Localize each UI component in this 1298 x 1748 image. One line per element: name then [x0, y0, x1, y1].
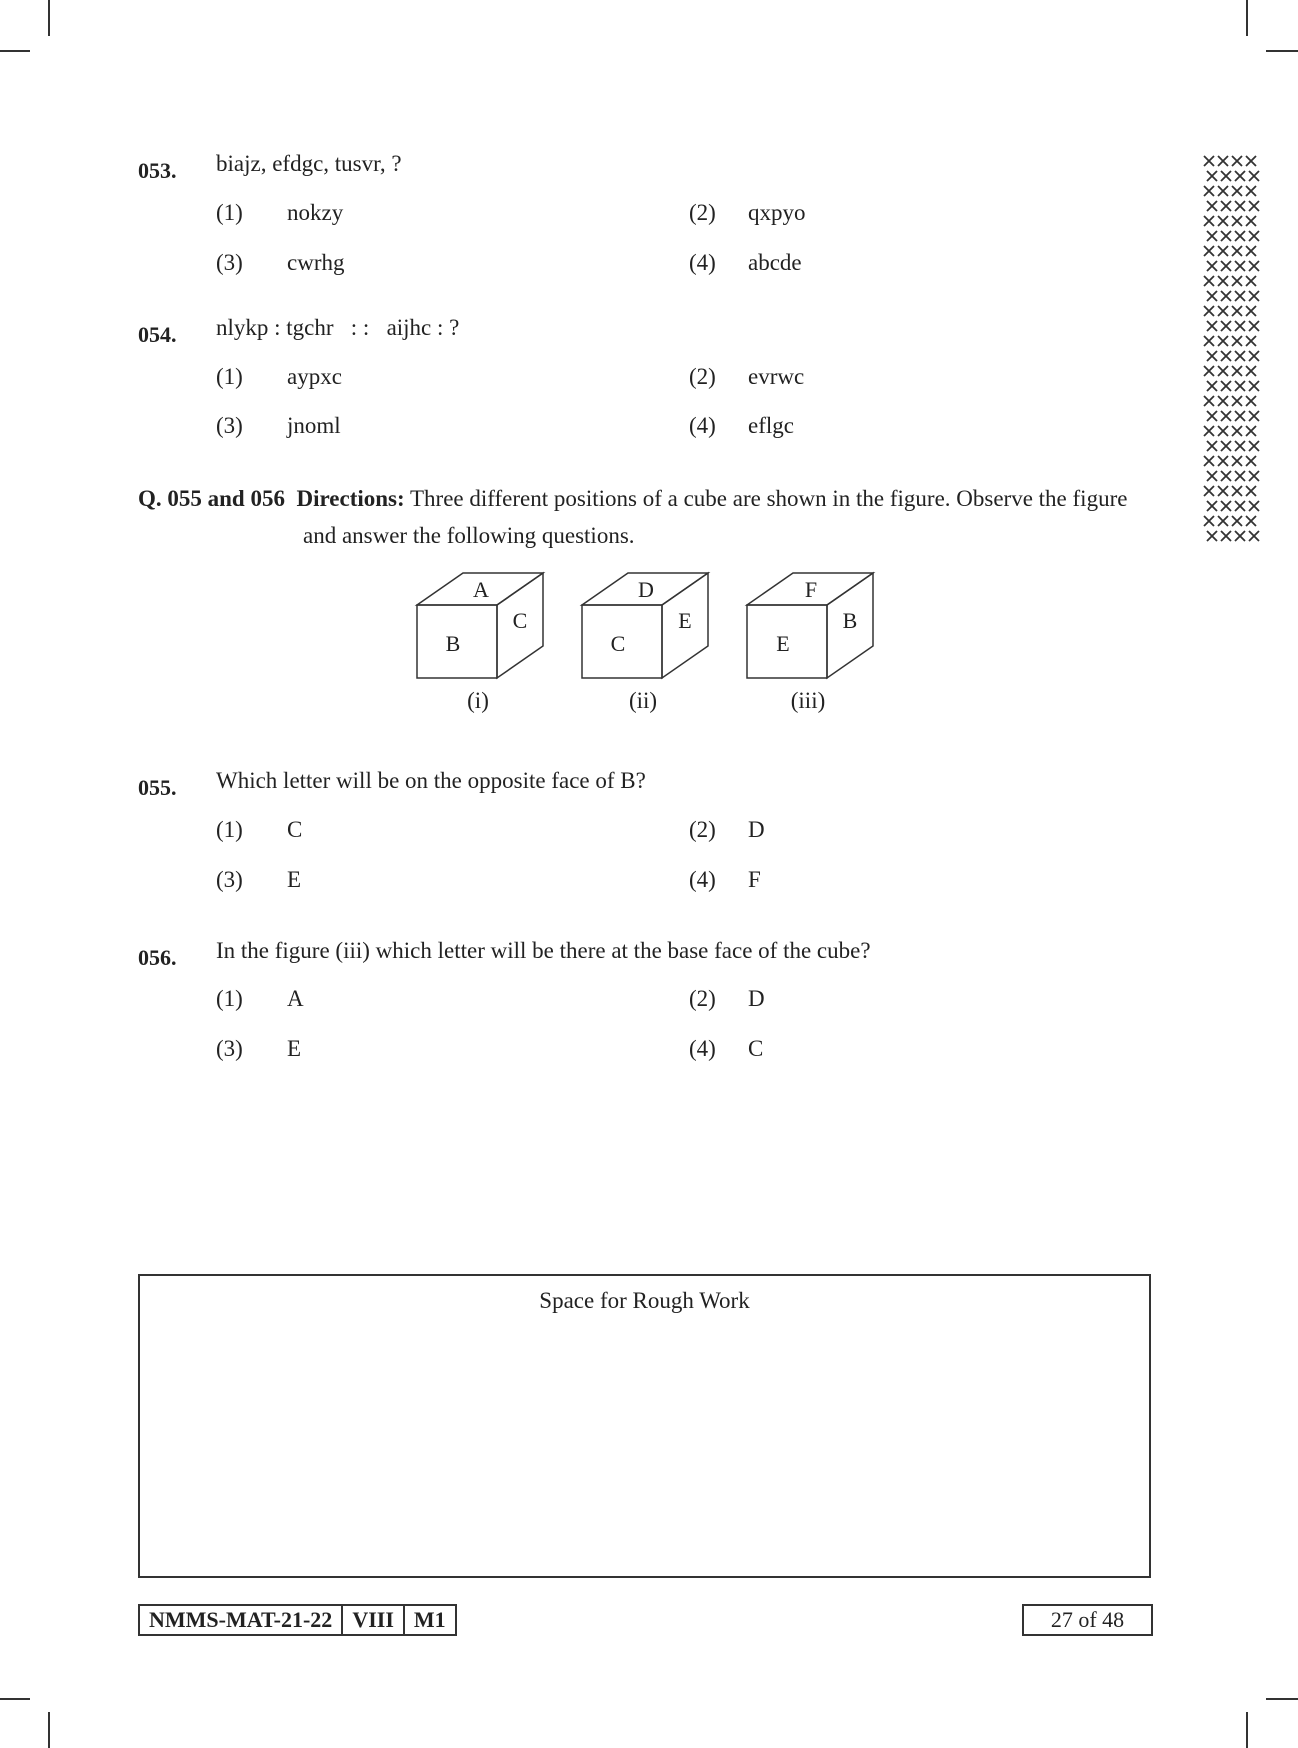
option-value[interactable]: E	[287, 1036, 302, 1061]
exam-code: NMMS-MAT-21-22	[140, 1606, 343, 1634]
question-number: 055.	[138, 775, 177, 800]
option-value[interactable]: C	[287, 817, 303, 842]
option-number: (1)	[216, 986, 243, 1011]
cube-front-letter: E	[776, 631, 790, 656]
option-value[interactable]: eflgc	[748, 413, 794, 438]
option-number: (4)	[689, 413, 716, 438]
exam-class: VIII	[343, 1606, 405, 1634]
cube-front-letter: B	[445, 631, 461, 656]
exam-code-box	[138, 1604, 457, 1636]
crop-mark	[1246, 1712, 1248, 1748]
cube-top-letter: F	[804, 577, 818, 602]
question-text: In the figure (iii) which letter will be there at the base face of the cube?	[216, 938, 871, 963]
option-number: (3)	[216, 250, 243, 275]
option-value[interactable]: C	[748, 1036, 764, 1061]
page-number: 27 of 48	[1022, 1604, 1153, 1636]
option-value[interactable]: evrwc	[748, 364, 805, 389]
cube-side-letter: E	[678, 608, 692, 633]
option-number: (4)	[689, 1036, 716, 1061]
cube-caption: (iii)	[790, 688, 826, 713]
option-number: (2)	[689, 817, 716, 842]
question-text: nlykp : tgchr : : aijhc : ?	[216, 315, 460, 340]
question-number: 056.	[138, 945, 177, 970]
option-value[interactable]: A	[287, 986, 304, 1011]
cube-top-letter: D	[638, 577, 654, 602]
directions-continued: and answer the following questions.	[303, 523, 635, 548]
question-text: biajz, efdgc, tusvr, ?	[216, 151, 402, 176]
option-value[interactable]: cwrhg	[287, 250, 345, 275]
option-value[interactable]: jnoml	[287, 413, 341, 438]
option-number: (3)	[216, 867, 243, 892]
option-number: (4)	[689, 867, 716, 892]
option-value[interactable]: abcde	[748, 250, 802, 275]
directions-text: Three different positions of a cube are shown in the figure. Observe the figure	[410, 486, 1128, 511]
option-number: (3)	[216, 1036, 243, 1061]
cube-caption: (ii)	[628, 688, 658, 713]
option-value[interactable]: aypxc	[287, 364, 342, 389]
option-value[interactable]: D	[748, 817, 765, 842]
option-number: (2)	[689, 986, 716, 1011]
directions-heading: Directions:	[296, 486, 405, 511]
cube-front-letter: C	[610, 631, 626, 656]
option-number: (1)	[216, 364, 243, 389]
crop-mark	[48, 1712, 50, 1748]
option-value[interactable]: E	[287, 867, 302, 892]
option-number: (1)	[216, 817, 243, 842]
rough-work-box	[138, 1274, 1151, 1578]
rough-work-title: Space for Rough Work	[539, 1288, 750, 1313]
question-text: Which letter will be on the opposite face of B?	[216, 768, 646, 793]
option-number: (1)	[216, 200, 243, 225]
crop-mark	[1266, 1698, 1298, 1700]
option-value[interactable]: F	[748, 867, 761, 892]
cube-caption: (i)	[467, 688, 489, 713]
question-number: 053.	[138, 158, 177, 183]
directions-label: Q. 055 and 056	[138, 486, 285, 511]
crop-mark	[0, 1698, 30, 1700]
cube-figures	[0, 0, 1298, 760]
option-value[interactable]: nokzy	[287, 200, 344, 225]
cube-side-letter: B	[842, 608, 858, 633]
cube-top-letter: A	[473, 577, 489, 602]
cube-side-letter: C	[512, 608, 528, 633]
question-number: 054.	[138, 322, 177, 347]
option-value[interactable]: qxpyo	[748, 200, 806, 225]
option-number: (3)	[216, 413, 243, 438]
option-number: (4)	[689, 250, 716, 275]
exam-medium: M1	[413, 1607, 446, 1632]
option-number: (2)	[689, 200, 716, 225]
option-value[interactable]: D	[748, 986, 765, 1011]
option-number: (2)	[689, 364, 716, 389]
